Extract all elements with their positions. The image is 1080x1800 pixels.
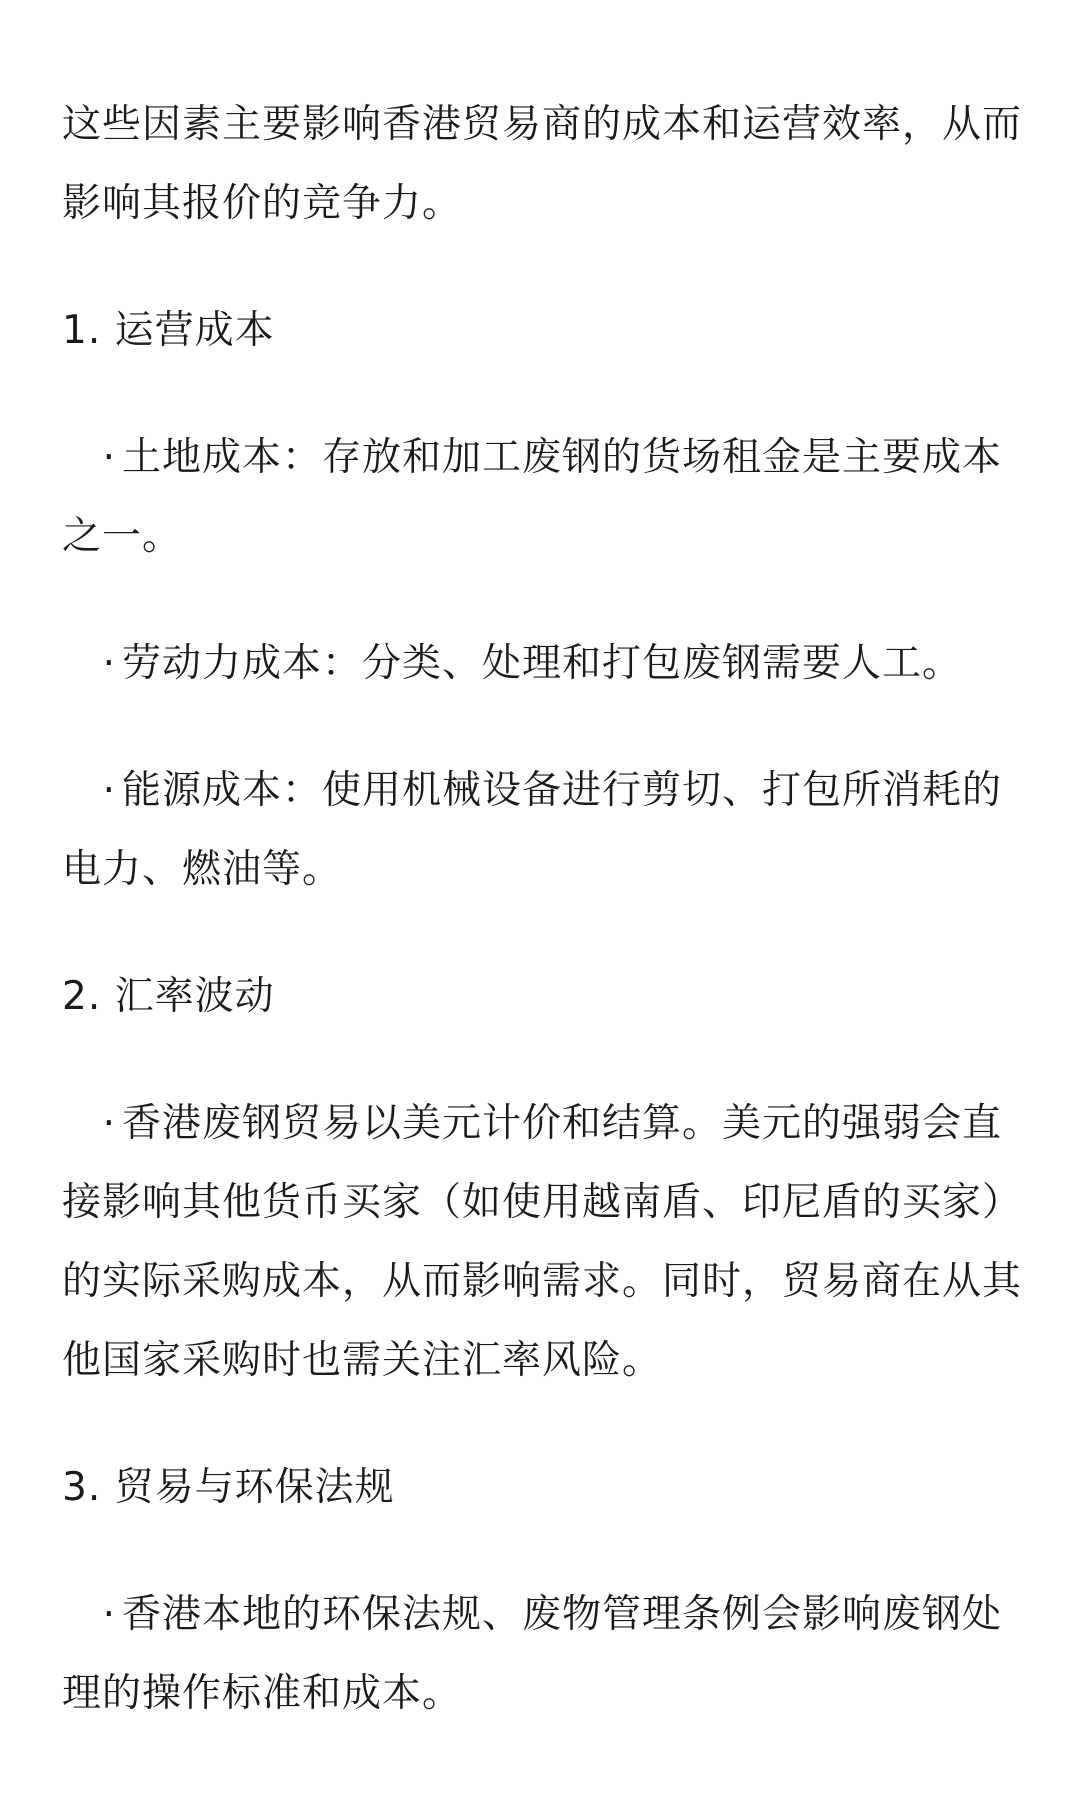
bullet-item (62, 751, 1022, 909)
section-heading: 3. 贸易与环保法规 (62, 1465, 395, 1510)
section-heading: 1. 运营成本 (62, 308, 275, 353)
intro-paragraph: 这些因素主要影响香港贸易商的成本和运营效率，从而影响其报价的竞争力。 (62, 102, 1023, 226)
bullet-item (62, 1575, 1022, 1733)
bullet-text: 能源成本：使用机械设备进行剪切、打包所消耗的电力、燃油等。 (62, 768, 1003, 892)
section-operating-costs (62, 291, 1022, 909)
bullet-item (62, 624, 1022, 703)
bullet-marker: · (102, 768, 116, 813)
bullet-text: 劳动力成本：分类、处理和打包废钢需要人工。 (122, 641, 963, 686)
bullet-marker: · (102, 435, 116, 480)
section-heading: 2. 汇率波动 (62, 974, 275, 1019)
bullet-text: 香港本地的环保法规、废物管理条例会影响废钢处理的操作标准和成本。 (62, 1592, 1003, 1716)
section-regulations (62, 1448, 1022, 1733)
bullet-item (62, 1084, 1022, 1400)
article-body (62, 85, 1022, 1781)
bullet-marker: · (102, 1101, 116, 1146)
bullet-item (62, 418, 1022, 576)
bullet-text: 土地成本：存放和加工废钢的货场租金是主要成本之一。 (62, 435, 1003, 559)
bullet-text: 香港废钢贸易以美元计价和结算。美元的强弱会直接影响其他货币买家（如使用越南盾、印尼盾的买家）的实际采购成本，从而影响需求。同时，贸易商在从其他国家采购时也需关注汇率风险。 (62, 1101, 1023, 1383)
bullet-marker: · (102, 641, 116, 686)
bullet-marker: · (102, 1592, 116, 1637)
section-exchange-rate (62, 957, 1022, 1400)
